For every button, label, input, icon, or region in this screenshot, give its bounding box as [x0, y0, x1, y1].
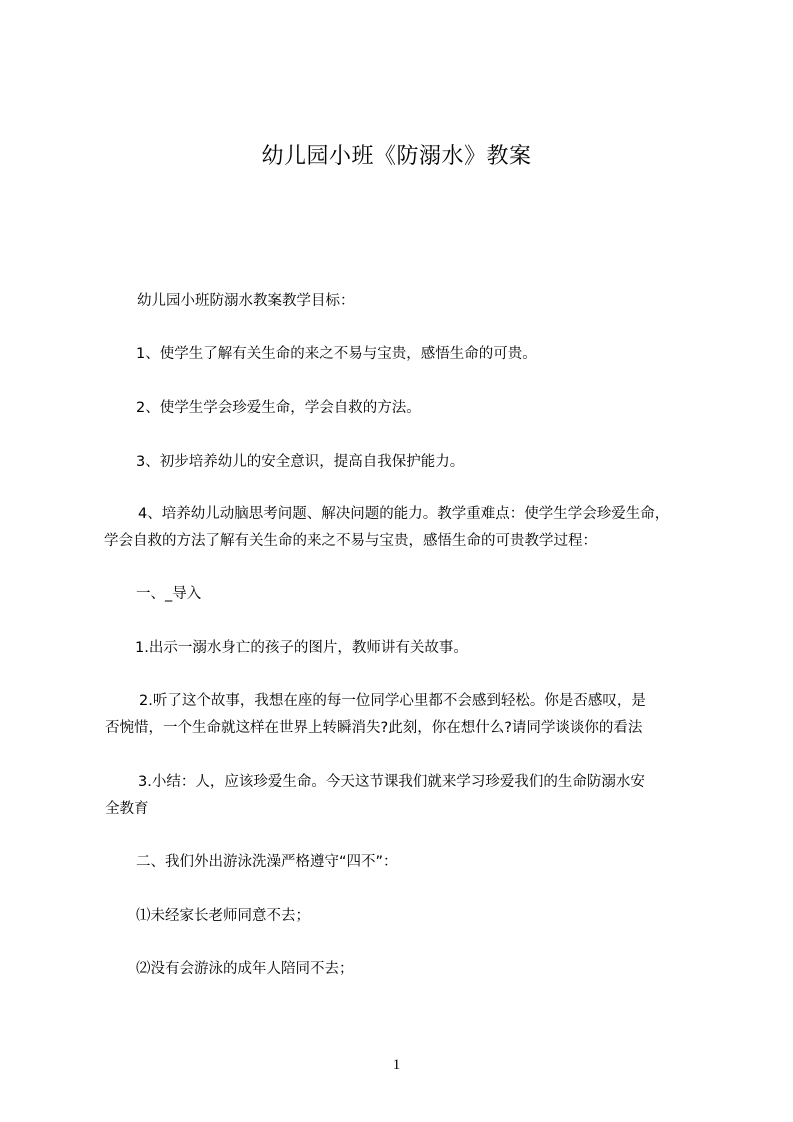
paragraph-objective-4-line-2: 学会自救的方法了解有关生命的来之不易与宝贵，感悟生命的可贵教学过程：	[104, 533, 597, 549]
section-heading-introduction: 一、_导入	[136, 586, 202, 602]
list-item-rule-2: ⑵没有会游泳的成年人陪同不去；	[136, 961, 354, 977]
paragraph-objective-3: 3、初步培养幼儿的安全意识，提高自我保护能力。	[136, 454, 465, 470]
paragraph-objective-1: 1、使学生了解有关生命的来之不易与宝贵，感悟生命的可贵。	[136, 346, 537, 362]
section-heading-four-rules: 二、我们外出游泳洗澡严格遵守“四不”：	[136, 854, 398, 870]
paragraph-step-2-line-1: 2.听了这个故事，我想在座的每一位同学心里都不会感到轻松。你是否感叹，是	[139, 693, 646, 709]
paragraph-step-3-line-2: 全教育	[105, 801, 149, 817]
paragraph-step-3-line-1: 3.小结：人，应该珍爱生命。今天这节课我们就来学习珍爱我们的生命防溺水安	[138, 774, 645, 790]
paragraph-objectives-heading: 幼儿园小班防溺水教案教学目标：	[137, 293, 355, 309]
paragraph-objective-2: 2、使学生学会珍爱生命，学会自救的方法。	[136, 400, 421, 416]
paragraph-objective-4-line-1: 4、培养幼儿动脑思考问题、解决问题的能力。教学重难点：使学生学会珍爱生命，	[138, 506, 670, 522]
page-number: 1	[392, 1057, 401, 1073]
list-item-rule-1: ⑴未经家长老师同意不去；	[136, 908, 310, 924]
document-title: 幼儿园小班《防溺水》教案	[261, 144, 532, 169]
paragraph-step-1: 1.出示一溺水身亡的孩子的图片，教师讲有关故事。	[135, 640, 468, 656]
paragraph-step-2-line-2: 否惋惜，一个生命就这样在世界上转瞬消失?此刻，你在想什么?请同学谈谈你的看法	[105, 720, 643, 736]
